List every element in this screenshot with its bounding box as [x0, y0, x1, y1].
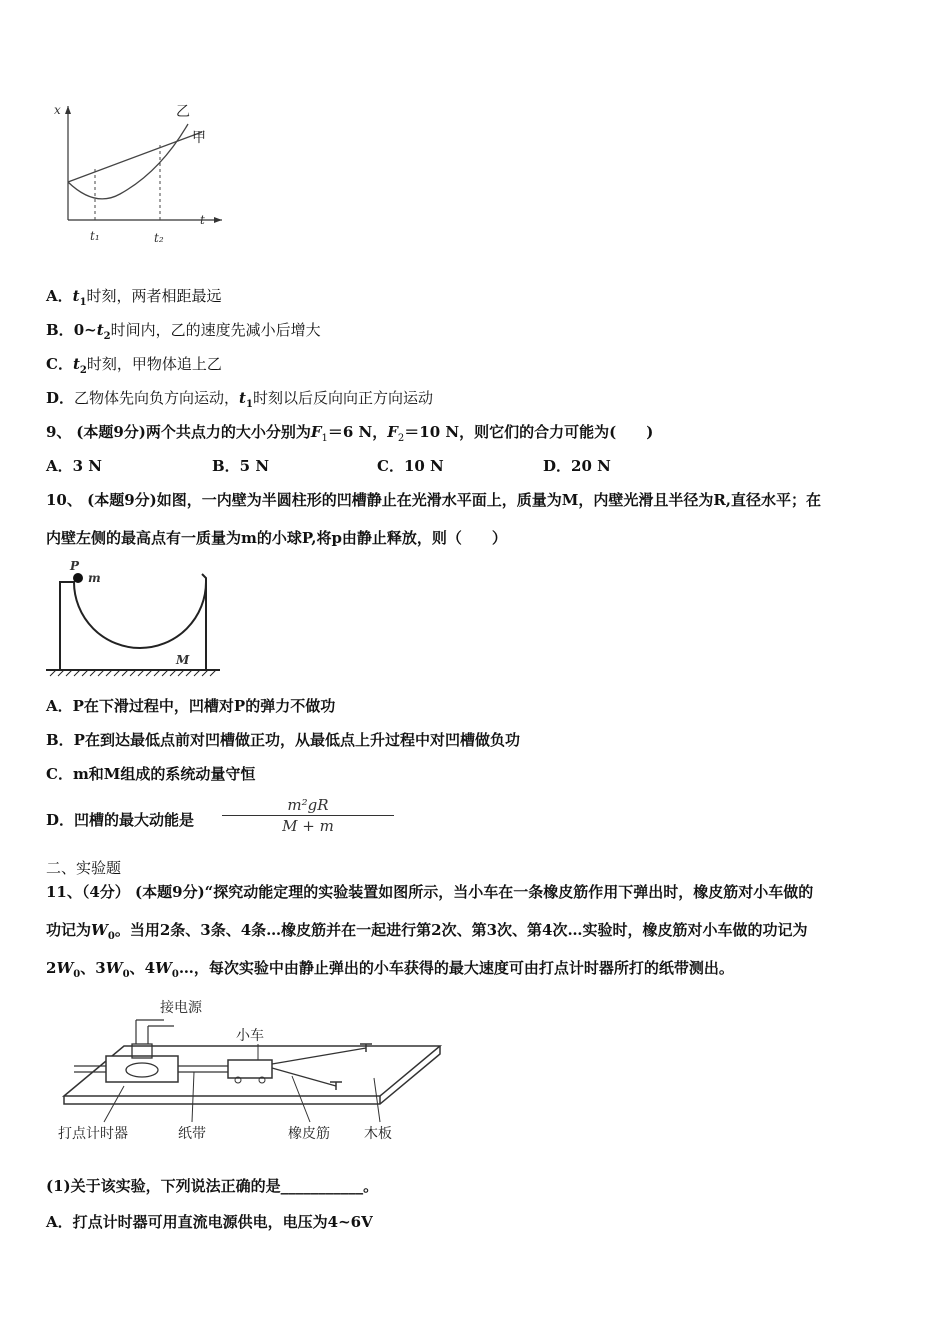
x-axis-arrow: [214, 217, 222, 223]
label-tape: 纸带: [178, 1126, 206, 1142]
q11-sub-question-1: (1)关于该实验，下列说法正确的是___________。: [46, 1177, 379, 1195]
rubber-band-1: [272, 1048, 366, 1064]
ball-p: [73, 573, 83, 583]
label-board: 木板: [364, 1126, 392, 1142]
q9-option-a: A．3 N: [46, 457, 103, 475]
section-title: 二、实验题: [46, 859, 122, 877]
label-big-m: M: [176, 653, 190, 667]
q9-option-d: D．20 N: [543, 457, 611, 475]
label-p: P: [70, 559, 80, 573]
q11-option-a: A．打点计时器可用直流电源供电，电压为4~6V: [46, 1213, 373, 1231]
label-cart: 小车: [236, 1028, 264, 1044]
q10-option-a: A．P在下滑过程中，凹槽对P的弹力不做功: [46, 697, 336, 715]
q8-option-c: C．$t_2$时刻，甲物体追上乙: [46, 355, 222, 376]
q9-option-b: B．5 N: [212, 457, 270, 475]
kinetic-energy-fraction: [222, 796, 394, 835]
groove-figure: [44, 558, 224, 682]
line-jia: [68, 132, 202, 182]
cart: [228, 1060, 272, 1078]
position-time-graph: [40, 96, 230, 256]
q11-stem-line1: 11、（4分） (本题9分)“探究动能定理的实验装置如图所示，当小车在一条橡皮筋作用下弹出时，橡皮筋对小车做的: [46, 883, 814, 901]
q10-option-b: B．P在到达最低点前对凹槽做正功，从最低点上升过程中对凹槽做负功: [46, 731, 520, 749]
q9-stem: 9、 (本题9分)两个共点力的大小分别为$F_1=6$ N，$F_2=10$ N，则它们的合力可能为( ): [46, 423, 654, 444]
q10-option-d: D．凹槽的最大动能是: [46, 811, 195, 829]
label-timer: 打点计时器: [58, 1126, 128, 1142]
y-axis-arrow: [65, 106, 71, 114]
timer-body: [106, 1056, 178, 1082]
q10-option-c: C．m和M组成的系统动量守恒: [46, 765, 256, 783]
x-axis-label: t: [200, 213, 205, 227]
q10-stem-line2: 内壁左侧的最高点有一质量为m的小球P,将p由静止释放，则（ ）: [46, 529, 507, 547]
rubber-band-2: [272, 1068, 336, 1086]
q8-option-a: A．$t_1$时刻，两者相距最远: [46, 287, 222, 308]
q8-option-b: B．$0\sim t_2$时间内，乙的速度先减小后增大: [46, 321, 321, 342]
label-band: 橡皮筋: [288, 1126, 330, 1142]
label-power: 接电源: [160, 1000, 202, 1016]
label-yi: 乙: [176, 104, 190, 120]
q10-stem-line1: 10、 (本题9分)如图，一内壁为半圆柱形的凹槽静止在光滑水平面上，质量为M，内壁光滑且半径为R,直径水平；在: [46, 491, 822, 509]
tick-t1: t₁: [90, 229, 100, 243]
fraction-denominator: M + m: [282, 817, 334, 835]
q11-stem-line3: $2W_0$、$3W_0$、$4W_0\dots$，每次实验中由静止弹出的小车获得的最大速度可由打点计时器所打的纸带测出。: [46, 959, 734, 980]
label-m: m: [88, 571, 101, 585]
experiment-apparatus-figure: [44, 986, 454, 1150]
curve-yi: [68, 124, 188, 199]
tick-t2: t₂: [154, 231, 164, 245]
q9-option-c: C．10 N: [377, 457, 444, 475]
fraction-numerator: m²gR: [287, 796, 329, 814]
fraction-bar: [222, 815, 394, 816]
q11-stem-line2: 功记为$W_0$。当用2条、3条、4条…橡皮筋并在一起进行第2次、第3次、第4次…实验时，橡皮筋对小车做的功记为: [46, 921, 808, 942]
q8-option-d: D．乙物体先向负方向运动，$t_1$时刻以后反向向正方向运动: [46, 389, 433, 410]
label-jia: 甲: [192, 130, 206, 146]
y-axis-label: x: [54, 103, 61, 117]
